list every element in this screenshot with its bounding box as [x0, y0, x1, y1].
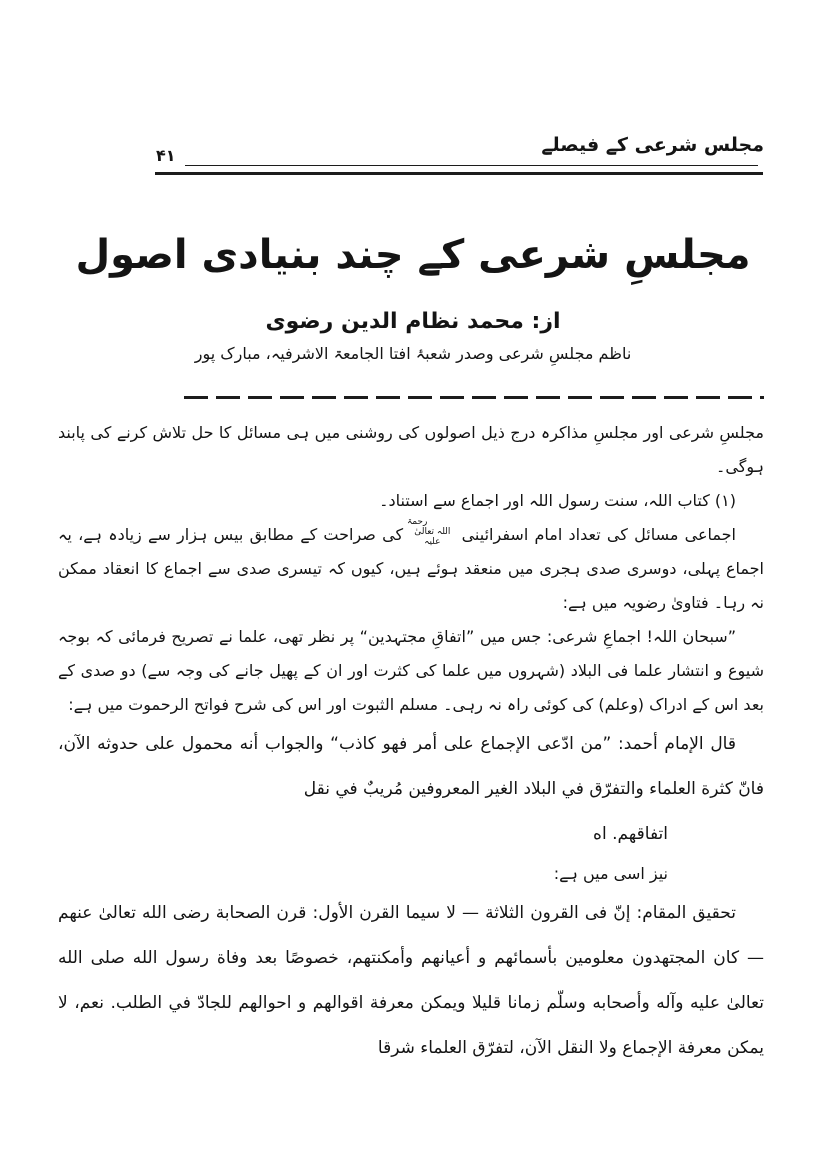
running-title: مجلس شرعی کے فیصلے: [541, 134, 764, 156]
header-rule-thin: [185, 165, 758, 166]
page-header: [0, 0, 826, 180]
arabic-quote-tahqiq: تحقيق المقام: إنّ فى القرون الثلاثة — لا سيما القرن الأول: قرن الصحابة رضى الله تعالىٰ عنهم — كان المجتهدون معلومين بأسمائهم و أعيانهم وأمكنتهم، خصوصًا بعد وفاة رسول الله صلى الله تعالىٰ عليه وآله وأصحابه وسلّم زمانا قليلا ويمكن معرفة اقوالهم و احوالهم للجادّ في الطلب. نعم، لا يمكن معرفة الإجماع ولا النقل الآن، لتفرّق العلماء شرقا: [58, 903, 764, 1058]
paragraph-intro: مجلسِ شرعی اور مجلسِ مذاکرہ درج ذیل اصولوں کی روشنی میں ہی مسائل کا حل تلاش کرنے کی پابند ہوگی۔: [58, 423, 764, 476]
page-number: ۴۱: [156, 146, 176, 165]
paragraph-ijma: [58, 518, 764, 620]
arabic-quote-imam-ahmad-end: اتفاقهم. اه: [593, 824, 668, 844]
author-affiliation: ناظم مجلسِ شرعی وصدر شعبۂ افتا الجامعۃ الاشرفیہ، مبارک پور: [194, 344, 632, 363]
list-item-1: (۱) کتاب اللہ، سنت رسول اللہ اور اجماع سے استناد۔: [379, 491, 736, 510]
paragraph-fatawa-quote: ”سبحان اللہ! اجماعِ شرعی: جس میں ”اتفاقِ مجتہدین“ پر نظر تھی، علما نے تصریح فرمائی کہ بوجہ شیوع و انتشار علما فی البلاد (شہروں میں علما کی کثرت اور ان کے پھیل جانے کی وجہ سے) دو صدی کے بعد اس کے ادراک (وعلم) کی کوئی راہ نہ رہی۔ مسلم الثبوت اور اس کی شرح فواتح الرحموت میں ہے:: [58, 627, 764, 714]
page-title: مجلسِ شرعی کے چند بنیادی اصول: [75, 232, 751, 278]
honorific-mark: رحمۃ اللہ تعالیٰ علیہ: [406, 516, 451, 547]
header-rule-thick: [155, 172, 763, 175]
interlude-line: نیز اسی میں ہے:: [553, 864, 668, 883]
author-byline: از: محمد نظام الدین رضوی: [265, 309, 561, 334]
paragraph-ijma-text-after: کی صراحت کے مطابق بیس ہزار سے زیادہ ہے، یہ اجماع پہلی، دوسری صدی ہجری میں منعقد ہوئے ہیں، کیوں کہ تیسری صدی سے اجماع کا انعقاد ممکن نہ رہا۔ فتاویٰ رضویہ میں ہے:: [58, 525, 764, 612]
title-block: [0, 215, 826, 363]
paragraph-ijma-text-before: اجماعی مسائل کی تعداد امام اسفرائینی: [461, 525, 736, 544]
section-divider-dashed: [184, 396, 764, 399]
arabic-quote-imam-ahmad: قال الإمام أحمد: ”من ادّعى الإجماع على أمر فهو كاذب“ والجواب أنه محمول على حدوثه الآن، فانّ كثرة العلماء والتفرّق في البلاد الغير المعروفين مُريبٌ في نقل: [58, 734, 764, 799]
body-text: [58, 416, 764, 1071]
